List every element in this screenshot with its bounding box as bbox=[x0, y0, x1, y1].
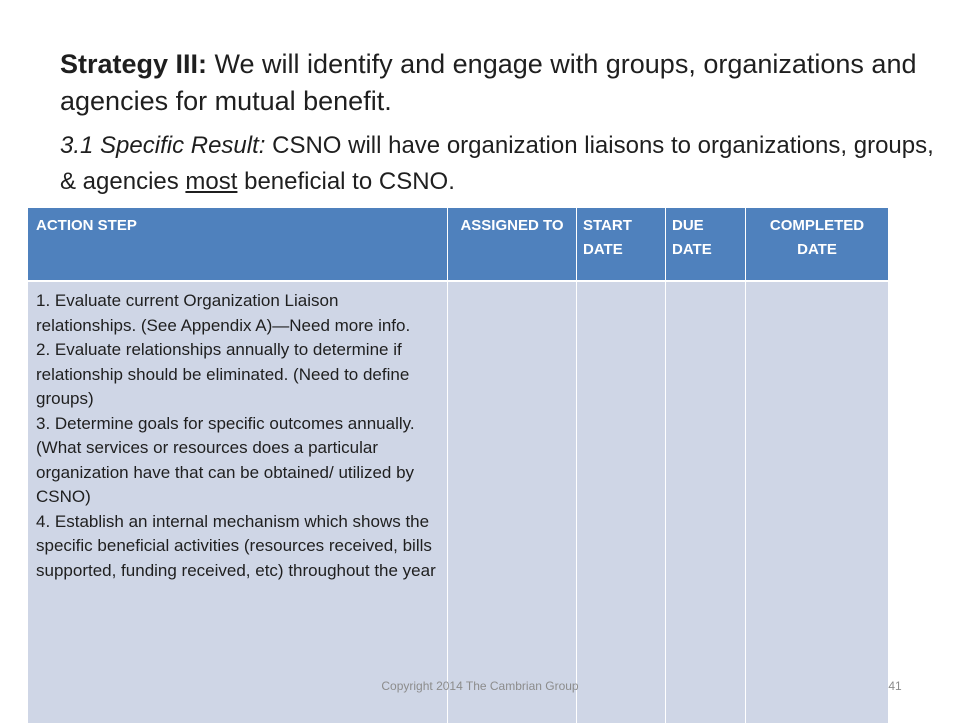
footer-copyright: Copyright 2014 The Cambrian Group bbox=[381, 679, 579, 693]
action-step-2: 2. Evaluate relationships annually to determine if relationship should be eliminated. (Need to define groups) bbox=[36, 340, 410, 408]
action-step-3: 3. Determine goals for specific outcomes annually. (What services or resources does a particular organization have that can be obtained/ utilized by CSNO) bbox=[36, 413, 415, 506]
specific-result-label: 3.1 Specific Result: bbox=[60, 132, 266, 159]
slide-title bbox=[60, 46, 940, 120]
table-header-row bbox=[28, 208, 889, 281]
page-number: 41 bbox=[888, 679, 902, 693]
assigned-to-cell bbox=[448, 281, 577, 723]
header-assigned-to: ASSIGNED TO bbox=[448, 208, 577, 281]
header-completed-date: COMPLETED DATE bbox=[746, 208, 889, 281]
action-step-4: 4. Establish an internal mechanism which shows the specific beneficial activities (resources received, bills supported, funding received, etc) throughout the year bbox=[36, 511, 436, 580]
header-action-step: ACTION STEP bbox=[28, 208, 448, 281]
strategy-text: We will identify and engage with groups, organizations and agencies for mutual benefit. bbox=[60, 49, 917, 116]
table-row bbox=[28, 281, 889, 723]
start-date-cell bbox=[577, 281, 666, 723]
action-step-1: 1. Evaluate current Organization Liaison relationships. (See Appendix A)—Need more info. bbox=[36, 291, 411, 335]
strategy-label: Strategy III: bbox=[60, 49, 208, 79]
specific-result-text-2: beneficial to CSNO. bbox=[237, 168, 455, 195]
header-start-date: START DATE bbox=[577, 208, 666, 281]
header-due-date: DUE DATE bbox=[666, 208, 746, 281]
action-steps-cell bbox=[28, 281, 448, 723]
completed-date-cell bbox=[746, 281, 889, 723]
due-date-cell bbox=[666, 281, 746, 723]
action-plan-table bbox=[27, 208, 889, 723]
specific-result bbox=[60, 128, 940, 200]
specific-result-text-1: CSNO will have organization liaisons to organizations, groups, & agencies bbox=[60, 132, 934, 195]
specific-result-emphasis: most bbox=[185, 168, 238, 195]
